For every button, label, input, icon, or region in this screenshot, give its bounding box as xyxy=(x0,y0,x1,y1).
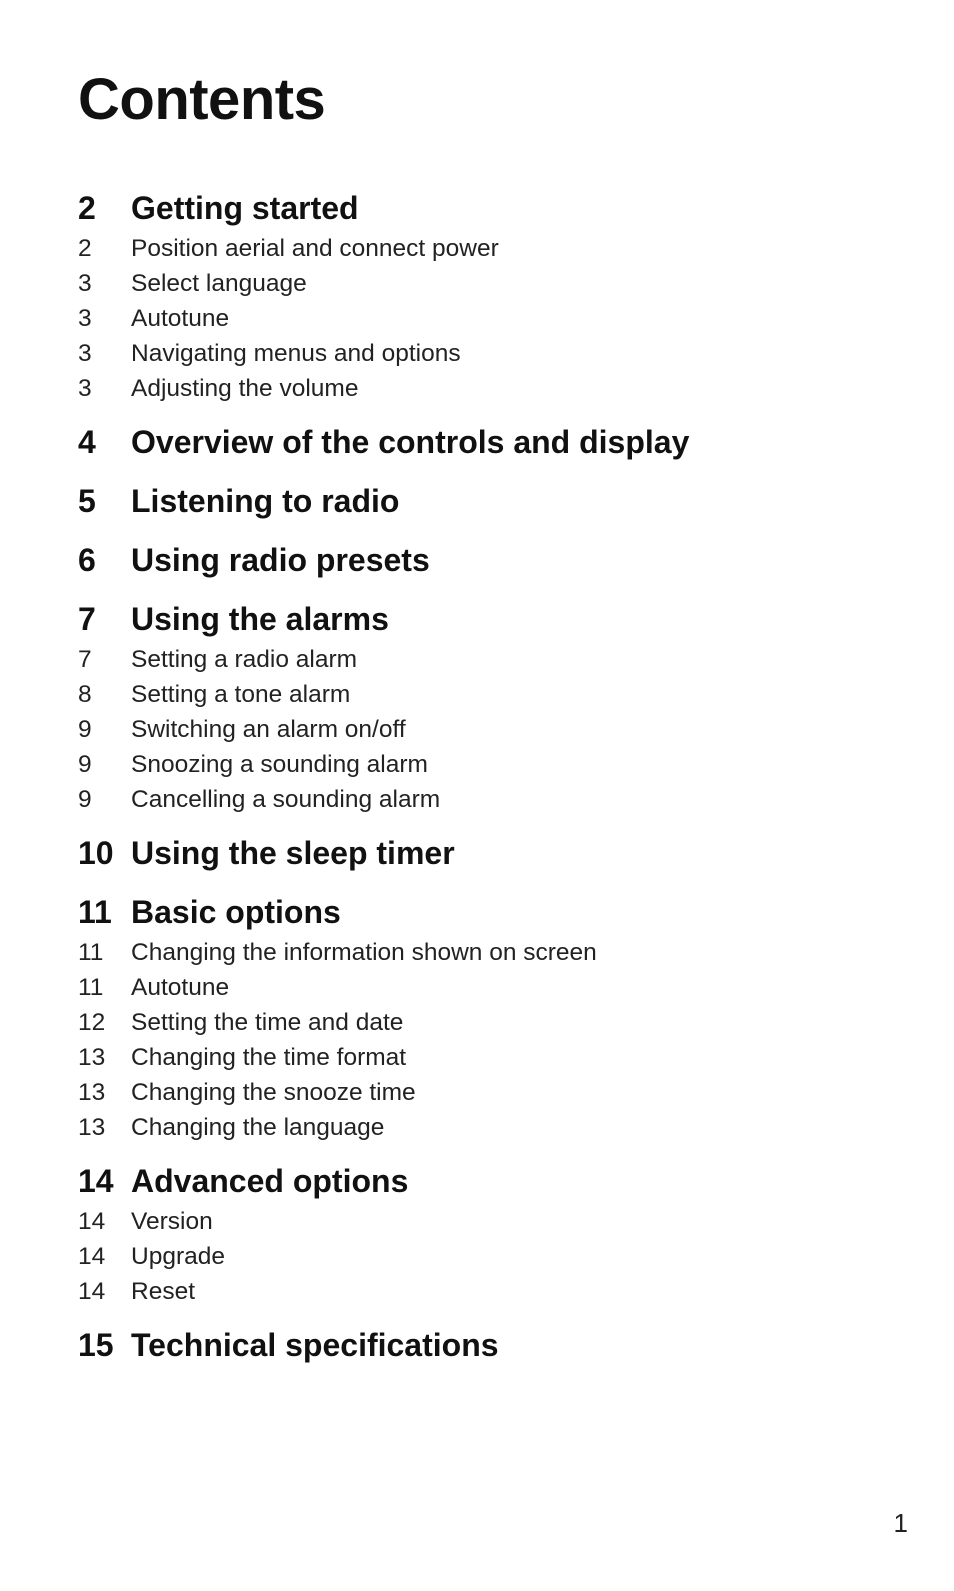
toc-section-page-number: 15 xyxy=(78,1327,114,1363)
toc-section-title: Basic options xyxy=(131,894,341,930)
toc-section-heading[interactable] xyxy=(78,889,918,935)
toc-section-page-number: 2 xyxy=(78,190,96,226)
toc-entry-title: Setting the time and date xyxy=(131,1009,404,1036)
toc-entry[interactable] xyxy=(78,1274,918,1309)
toc-entry[interactable] xyxy=(78,1110,918,1145)
toc-entry-title: Changing the snooze time xyxy=(131,1079,416,1106)
toc-section-title: Technical specifications xyxy=(131,1327,499,1363)
toc-entry[interactable] xyxy=(78,1204,918,1239)
toc-entry-page-number: 2 xyxy=(78,235,92,262)
toc-entry-title: Autotune xyxy=(131,305,230,332)
toc-section-title: Advanced options xyxy=(131,1163,409,1199)
toc-section-title: Getting started xyxy=(131,190,359,226)
toc-entry-page-number: 14 xyxy=(78,1208,106,1235)
toc-entry[interactable] xyxy=(78,1239,918,1274)
toc-entry-page-number: 12 xyxy=(78,1009,106,1036)
toc-entry[interactable] xyxy=(78,301,918,336)
toc-section-page-number: 4 xyxy=(78,424,96,460)
toc-entry-page-number: 9 xyxy=(78,786,92,813)
toc-section-heading[interactable] xyxy=(78,596,918,642)
toc-entry[interactable] xyxy=(78,642,918,677)
toc-section-heading[interactable] xyxy=(78,1158,918,1204)
toc-section-title: Using radio presets xyxy=(131,542,430,578)
toc-section-title: Listening to radio xyxy=(131,483,400,519)
toc-entry[interactable] xyxy=(78,266,918,301)
toc-section-heading[interactable] xyxy=(78,419,918,465)
toc-entry-title: Switching an alarm on/off xyxy=(131,716,406,743)
page-title: Contents xyxy=(78,67,326,132)
toc-entry-page-number: 3 xyxy=(78,340,92,367)
toc-entry[interactable] xyxy=(78,371,918,406)
toc-entry-title: Select language xyxy=(131,270,307,297)
toc-section-page-number: 14 xyxy=(78,1163,114,1199)
toc-entry-page-number: 9 xyxy=(78,716,92,743)
toc-entry-title: Version xyxy=(131,1208,213,1235)
toc-section xyxy=(78,185,918,406)
toc-entry-page-number: 9 xyxy=(78,751,92,778)
toc-entry[interactable] xyxy=(78,231,918,266)
toc-section-heading[interactable] xyxy=(78,478,918,524)
toc-section-page-number: 7 xyxy=(78,601,96,637)
toc-section xyxy=(78,419,918,465)
toc-entry-title: Adjusting the volume xyxy=(131,375,359,402)
toc-entry[interactable] xyxy=(78,712,918,747)
toc-entry[interactable] xyxy=(78,1005,918,1040)
toc-entry[interactable] xyxy=(78,677,918,712)
toc-section xyxy=(78,830,918,876)
toc-entry-page-number: 13 xyxy=(78,1044,106,1071)
toc-entry-title: Changing the time format xyxy=(131,1044,407,1071)
toc-section-title: Overview of the controls and display xyxy=(131,424,690,460)
toc-entry[interactable] xyxy=(78,1040,918,1075)
toc-entry-title: Snoozing a sounding alarm xyxy=(131,751,428,778)
toc-entry-page-number: 3 xyxy=(78,375,92,402)
toc-entry[interactable] xyxy=(78,336,918,371)
toc-entry-page-number: 11 xyxy=(78,939,104,966)
toc-entry-title: Upgrade xyxy=(131,1243,225,1270)
toc-entry-title: Setting a radio alarm xyxy=(131,646,358,673)
toc-entry-page-number: 3 xyxy=(78,270,92,297)
toc-entry-title: Cancelling a sounding alarm xyxy=(131,786,441,813)
toc-entry[interactable] xyxy=(78,782,918,817)
toc-section xyxy=(78,478,918,524)
toc-section-page-number: 11 xyxy=(78,894,112,930)
toc-entry-page-number: 14 xyxy=(78,1278,106,1305)
toc-entry-title: Reset xyxy=(131,1278,196,1305)
toc-entry[interactable] xyxy=(78,1075,918,1110)
toc-section-title: Using the sleep timer xyxy=(131,835,455,871)
toc-entry-page-number: 13 xyxy=(78,1079,106,1106)
toc-entry[interactable] xyxy=(78,935,918,970)
toc-entry-title: Autotune xyxy=(131,974,230,1001)
toc-entry[interactable] xyxy=(78,970,918,1005)
toc-entry-page-number: 7 xyxy=(78,646,92,673)
toc-entry-title: Navigating menus and options xyxy=(131,340,461,367)
toc-section-page-number: 10 xyxy=(78,835,114,871)
toc-section-heading[interactable] xyxy=(78,537,918,583)
toc-entry-title: Position aerial and connect power xyxy=(131,235,499,262)
toc-entry-title: Setting a tone alarm xyxy=(131,681,351,708)
toc-entry-title: Changing the language xyxy=(131,1114,385,1141)
toc-entry-page-number: 3 xyxy=(78,305,92,332)
toc-section-page-number: 6 xyxy=(78,542,96,578)
toc-section-heading[interactable] xyxy=(78,1322,918,1368)
toc-section xyxy=(78,596,918,817)
toc-section-heading[interactable] xyxy=(78,830,918,876)
toc-entry-title: Changing the information shown on screen xyxy=(131,939,597,966)
toc-entry-page-number: 13 xyxy=(78,1114,106,1141)
table-of-contents xyxy=(78,185,918,1381)
toc-section-title: Using the alarms xyxy=(131,601,389,637)
toc-section-page-number: 5 xyxy=(78,483,96,519)
toc-entry-page-number: 8 xyxy=(78,681,92,708)
toc-section xyxy=(78,537,918,583)
toc-section xyxy=(78,1158,918,1309)
toc-entry-page-number: 11 xyxy=(78,974,104,1001)
toc-section-heading[interactable] xyxy=(78,185,918,231)
toc-entry-page-number: 14 xyxy=(78,1243,106,1270)
toc-section xyxy=(78,889,918,1145)
page-number: 1 xyxy=(893,1508,908,1538)
toc-section xyxy=(78,1322,918,1368)
toc-entry[interactable] xyxy=(78,747,918,782)
